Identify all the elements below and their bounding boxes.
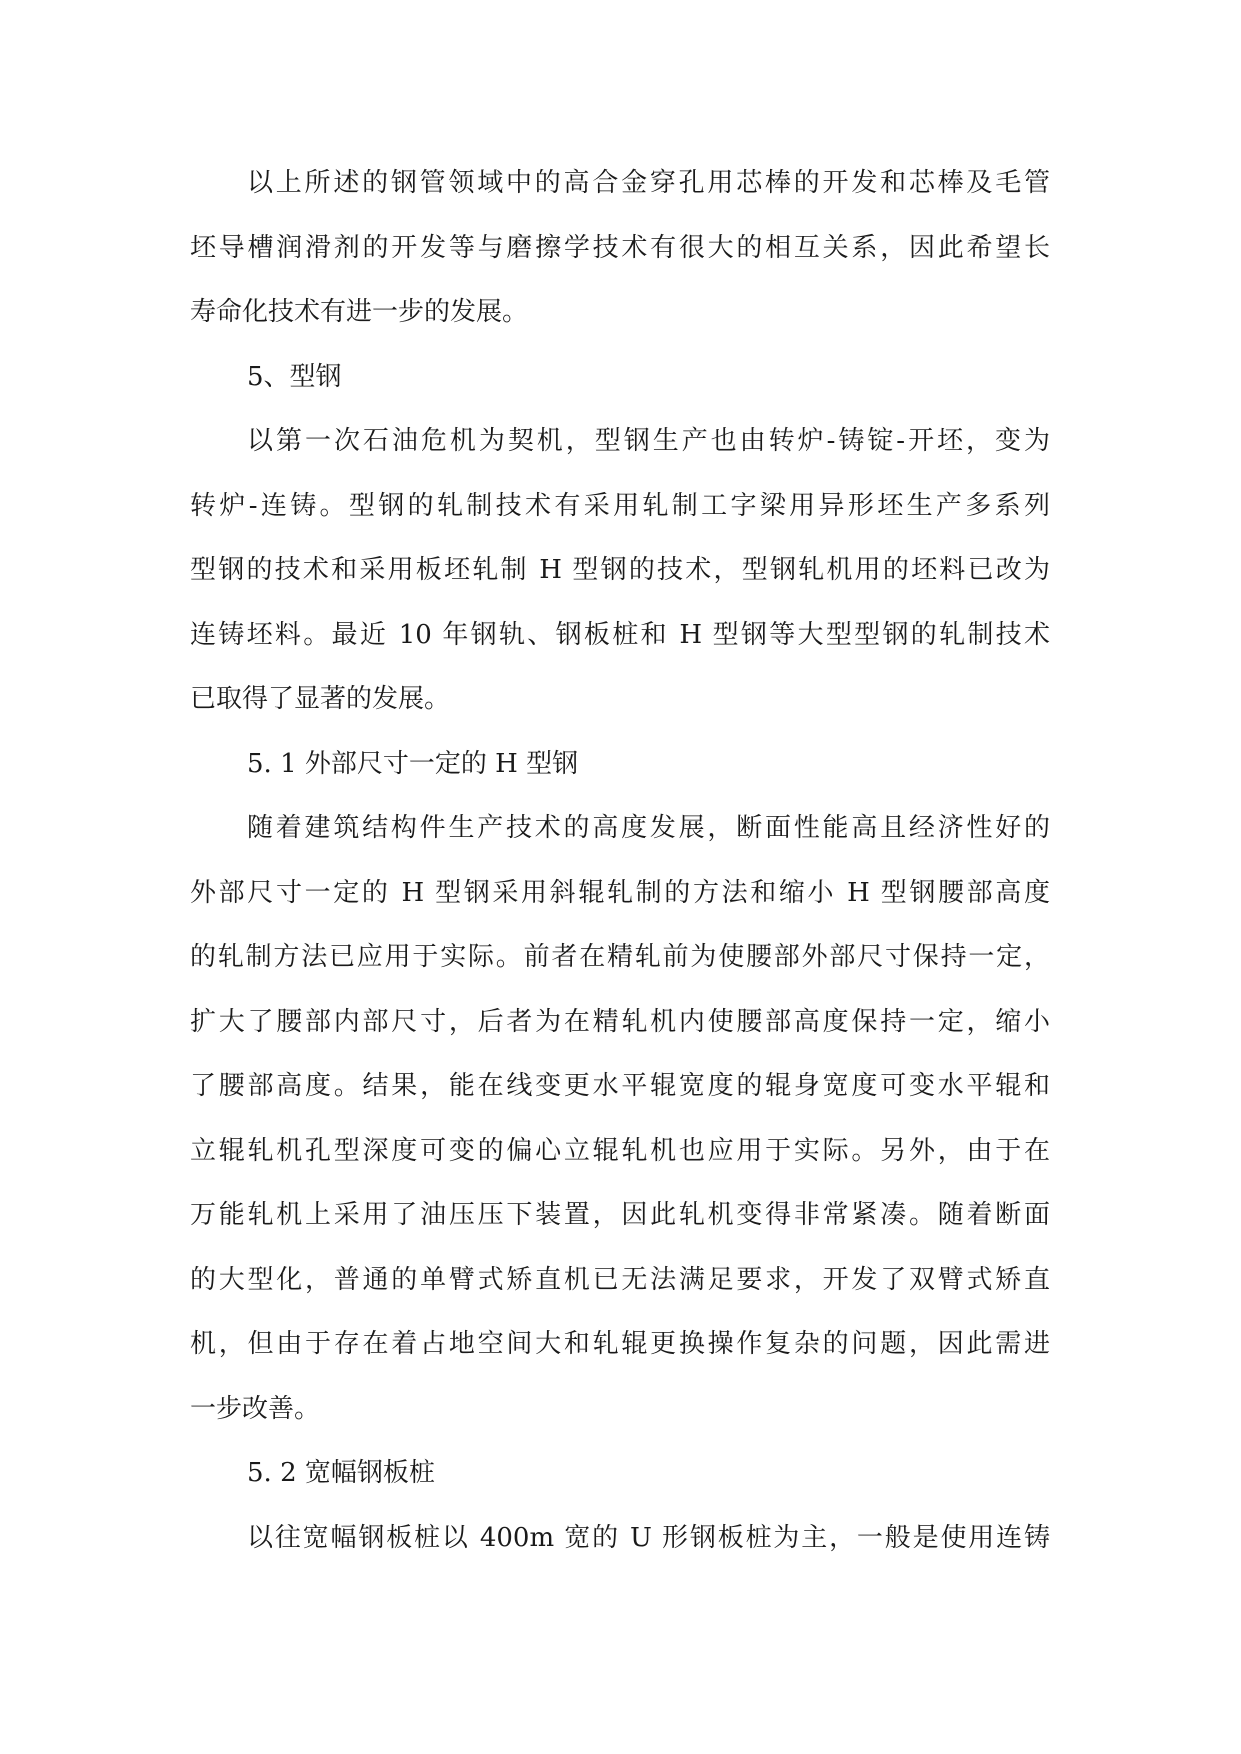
para-3-line-7: 万能轧机上采用了油压压下装置，因此轧机变得非常紧凑。随着断面 [190, 1200, 1050, 1230]
para-3-line-8: 的大型化，普通的单臂式矫直机已无法满足要求，开发了双臂式矫直 [190, 1265, 1050, 1295]
para-3-line-1: 随着建筑结构件生产技术的高度发展，断面性能高且经济性好的 [247, 813, 1050, 843]
para-2-line-4: 连铸坯料。最近 10 年钢轨、钢板桩和 H 型钢等大型型钢的轧制技术 [190, 620, 1050, 650]
para-2-line-5: 已取得了显著的发展。 [190, 684, 451, 714]
para-3-line-6: 立辊轧机孔型深度可变的偏心立辊轧机也应用于实际。另外，由于在 [190, 1136, 1050, 1166]
para-3-line-2: 外部尺寸一定的 H 型钢采用斜辊轧制的方法和缩小 H 型钢腰部高度 [190, 878, 1050, 908]
para-1-line-1: 以上所述的钢管领域中的高合金穿孔用芯棒的开发和芯棒及毛管 [247, 168, 1050, 198]
section-heading-5-2: 5. 2 宽幅钢板桩 [247, 1458, 435, 1488]
para-2-line-3: 型钢的技术和采用板坯轧制 H 型钢的技术，型钢轧机用的坯料已改为 [190, 555, 1050, 585]
para-2-line-1: 以第一次石油危机为契机，型钢生产也由转炉-铸锭-开坯，变为 [247, 426, 1050, 456]
para-3-line-5: 了腰部高度。结果，能在线变更水平辊宽度的辊身宽度可变水平辊和 [190, 1071, 1050, 1101]
para-1-line-2: 坯导槽润滑剂的开发等与磨擦学技术有很大的相互关系，因此希望长 [190, 233, 1050, 263]
section-heading-5-1: 5. 1 外部尺寸一定的 H 型钢 [247, 749, 579, 779]
section-heading-5: 5、型钢 [247, 362, 342, 392]
para-2-line-2: 转炉-连铸。型钢的轧制技术有采用轧制工字梁用异形坯生产多系列 [190, 491, 1050, 521]
para-3-line-10: 一步改善。 [190, 1394, 321, 1424]
para-3-line-3: 的轧制方法已应用于实际。前者在精轧前为使腰部外部尺寸保持一定， [190, 942, 1050, 972]
para-4-line-1: 以往宽幅钢板桩以 400m 宽的 U 形钢板桩为主，一般是使用连铸 [247, 1523, 1050, 1553]
para-3-line-9: 机，但由于存在着占地空间大和轧辊更换操作复杂的问题，因此需进 [190, 1329, 1050, 1359]
para-3-line-4: 扩大了腰部内部尺寸，后者为在精轧机内使腰部高度保持一定，缩小 [190, 1007, 1050, 1037]
para-1-line-3: 寿命化技术有进一步的发展。 [190, 297, 529, 327]
